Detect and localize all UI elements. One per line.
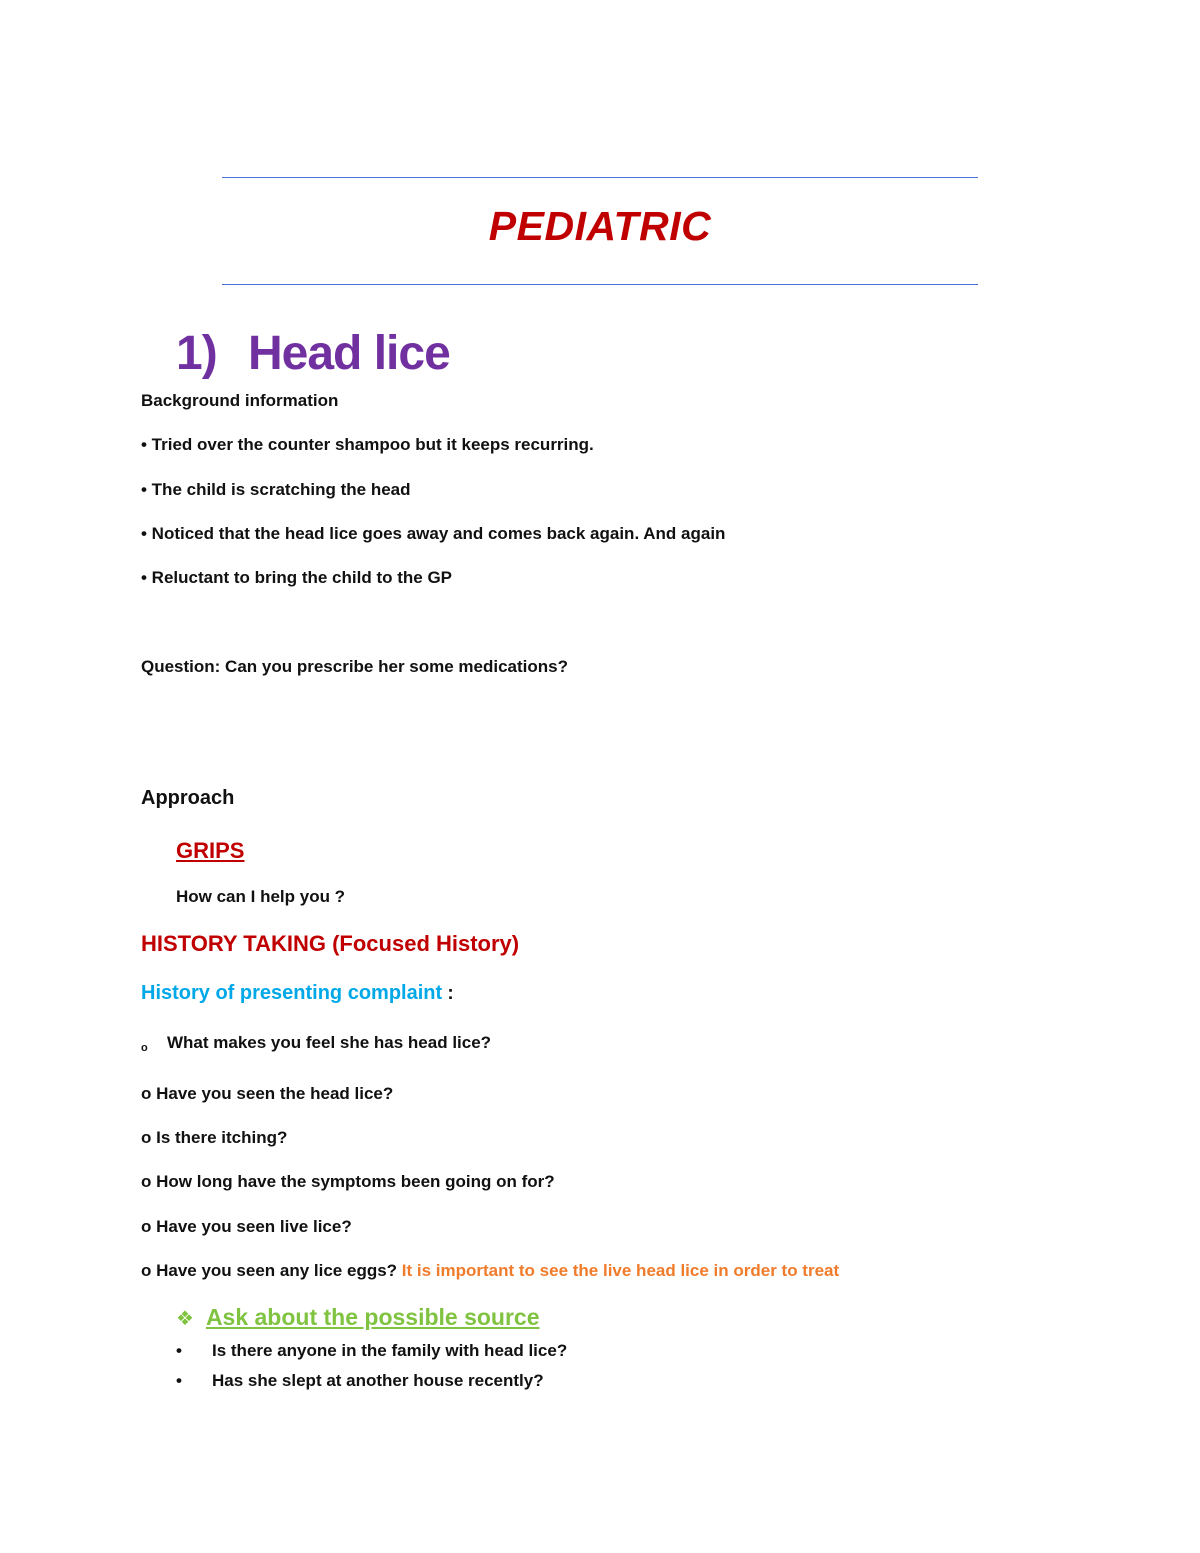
history-question: o Is there itching? <box>141 1128 288 1147</box>
section-heading <box>176 326 450 381</box>
hpc-colon: : <box>442 983 454 1004</box>
diamond-bullet-icon: ❖ <box>176 1308 194 1330</box>
history-question: o Have you seen live lice? <box>141 1217 352 1236</box>
hpc-label: History of presenting complaint <box>141 982 443 1004</box>
section-heading-text: Head lice <box>248 327 450 380</box>
source-item-text: Is there anyone in the family with head lice? <box>212 1341 568 1360</box>
page-title: PEDIATRIC <box>488 203 712 249</box>
treatment-note: It is important to see the live head lice in order to treat <box>401 1261 840 1280</box>
source-heading <box>176 1304 540 1331</box>
bullet-icon: • <box>176 1341 182 1360</box>
background-item: • Reluctant to bring the child to the GP <box>141 568 453 587</box>
grips-heading: GRIPS <box>176 838 245 863</box>
background-item: • Tried over the counter shampoo but it keeps recurring. <box>141 435 594 454</box>
approach-label: Approach <box>141 787 235 809</box>
question-text: Question: Can you prescribe her some medications? <box>141 657 568 676</box>
title-top-rule <box>222 177 978 178</box>
background-label: Background information <box>141 391 339 410</box>
source-item <box>176 1371 544 1391</box>
background-item: • Noticed that the head lice goes away and comes back again. And again <box>141 524 726 543</box>
history-question: o How long have the symptoms been going on for? <box>141 1172 555 1191</box>
source-item-text: Has she slept at another house recently? <box>212 1371 544 1390</box>
section-number: 1) <box>176 327 217 380</box>
title-bottom-rule <box>222 284 978 285</box>
list-marker: o <box>141 1042 148 1054</box>
hpc-heading <box>141 982 454 1005</box>
history-taking-heading: HISTORY TAKING (Focused History) <box>141 931 520 956</box>
history-question-text: o Have you seen any lice eggs? <box>141 1261 398 1280</box>
history-question: o Have you seen the head lice? <box>141 1084 394 1103</box>
history-question <box>141 1261 839 1281</box>
source-heading-text: Ask about the possible source <box>205 1304 540 1330</box>
source-item <box>176 1341 567 1361</box>
greeting-text: How can I help you ? <box>176 887 346 906</box>
history-question <box>141 1033 491 1054</box>
history-question-text: What makes you feel she has head lice? <box>167 1033 492 1052</box>
background-item: • The child is scratching the head <box>141 480 411 499</box>
bullet-icon: • <box>176 1371 182 1390</box>
